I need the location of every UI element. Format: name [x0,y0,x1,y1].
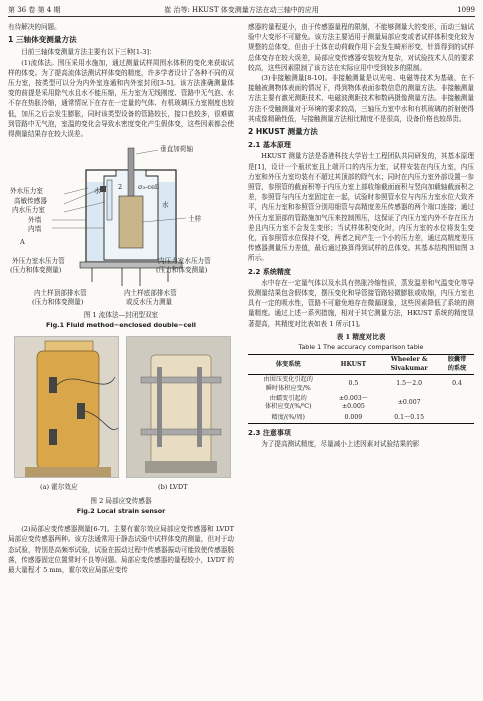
label-inner-pipe-right-sub: (压力和体变测量) [156,266,208,275]
table-1-caption-cn: 表 1 精度对比表 [336,332,386,341]
label-cell: σ₃-cell [138,183,160,192]
table-header: 胶囊带 的系统 [440,355,474,375]
table-cell: 0.1～0.15 [378,413,440,424]
table-cell: 由围压变化引起的 瞬时体积应变/% [263,376,313,392]
label-outer-wall: 外墙 [28,216,42,225]
section-heading: 2 HKUST 测量方法 [248,127,318,137]
section-heading: 1 三轴体变测量方法 [8,35,77,45]
label-letter-a: A [20,238,25,247]
figure-2a-label: (a) 霍尔效应 [40,483,78,492]
lvdt-photo [126,336,231,478]
figure-1-caption-cn: 图 1 流体法—封闭型双室 [83,311,159,320]
label-inner-wall: 内墙 [28,225,42,234]
paragraph: 水中存在一定量气体以及水具有热胀冷缩性质，蒸发温差和气温变化等导致测量结果包含假体变，摆压变化和导管接管路轻微膨胀或收缩，内压力室也具有一定的吸水性，管路不可避免地存在微漏现象，这些因素降低了系统的测量精度。通过上述一系列措施，相对于其它测量方法，HKUST 系统的精度显著提高，其精度对比表如表 1 所示[1]。 [248,278,474,328]
figure-1-diagram [8,142,234,308]
label-outer-pipe-left: 外压力室水压力管 [12,257,65,266]
label-inner-top-drain: 内土样顶部排水管 [34,289,87,298]
figure-2 [8,336,234,520]
left-column [8,22,234,575]
figure-2-caption-cn: 图 2 局部应变传感器 [90,497,152,506]
label-sample: 土样 [188,215,202,224]
label-outer-chamber: 外水压力室 [10,187,43,196]
table-header: Wheeler & Sivakumar [378,355,440,375]
table-cell: 1.5～2.0 [396,380,423,388]
journal-volume: 第 36 卷 第 4 期 [8,6,61,14]
paragraph: 有待解决的问题。 [8,23,61,31]
label-diff-sensor: 高敏传感器 [14,197,47,206]
table-cell: 0.5 [348,380,359,388]
table-row [248,375,474,394]
table-row [248,394,474,413]
table-1-caption-en: Table 1 The accuracy comparison table [298,343,424,352]
table-cell: ±0.007 [397,399,421,407]
label-num2: 2 [118,183,123,192]
figure-1 [8,142,234,332]
table-cell [440,394,474,413]
table-cell: 0.009 [329,413,379,424]
subsection-heading: 2.1 基本原理 [248,141,291,150]
hall-effect-photo [14,336,119,478]
table-cell: 精度/(%/周) [248,413,329,424]
table-header: HKUST [329,355,379,375]
right-column [248,22,474,450]
figure-2b-label: (b) LVDT [158,483,188,492]
label-outer-pipe-left-sub: (压力和体变测量) [10,266,62,275]
paragraph: 为了提高测试精度，尽量减小上述因素对试验结果的影 [261,440,420,449]
paragraph: 感器的量程更小，由于传感器量程的限制，不能够测量大的变形，而动三轴试验中大变形不可避免。该方法主要适用于测量局部应变或者试样体积变化较为规整的总体变，但由于土体在动荷载作用下会发生畸形形变，针算得到的试样总体变存在较大误差，局部应变传感器安装较为复杂，对试验技术人员的要求较高，这些因素限制了该方法在实际应用中受到较多的限制。 [248,23,474,72]
label-inner-pipe-right: 内压力室水压力管 [158,257,211,266]
accuracy-table [248,354,474,424]
table-cell: 0.4 [452,380,462,388]
paragraph: 目前三轴体变测量方法主要有以下三种[1-3]： [21,48,156,57]
subsection-heading: 2.3 注意事项 [248,429,291,438]
label-inner-top-drain-sub: (压力和体变测量) [32,298,84,307]
table-cell [440,413,474,424]
table-row [248,413,474,424]
figure-2-caption-en: Fig.2 Local strain sensor [76,507,166,516]
label-inner-bottom-pipe-sub: 或反水压力测量 [126,298,173,307]
label-top-cap: 垂直加荷轴 [160,145,193,154]
label-water-right: 水 [162,201,169,210]
running-header [8,4,475,17]
paragraph: (1)流体法。围压采用水施加，通过测量试样周围水体积的变化来获取试样的体变。为了提高流体法测试样体变的精度，许多学者设计了各种不同的双压力室，按类型可以分为内外室连通和内外室封闭[3-5]。该方法准确测量体变的前提是采用除气水且水不能压缩，压力室为无线刚度、管路中无气泡、水不存在热胀冷缩，通常情况下在存在一定量的气体、有机玻璃压力室刚度也较低，加压之后会发生膨胀，同时该类型设备的管路较长，接口也较多，很难做到管路中无气泡，室温的变化会导致水密度变化产生假体变，这些因素都会使得测量结果存在较大误差。 [8,58,234,139]
figure-1-caption-en: Fig.1 Fluid method−enclosed double−cell [46,321,196,330]
table-header: 体变系统 [248,355,329,375]
label-inner-chamber: 内水压力室 [12,206,45,215]
running-title: 崔 治等: HKUST 体变测量方法在动三轴中的应用 [164,6,319,14]
paragraph: HKUST 测量方法是香港科技大学岩土工程团队共同研发的，其基本原理是[1]，设计一个瓶状室且上端开口的内压力室，试样安装在内压力室，内压力室和外压力室均装有不超过其顶部的除气水；同时在内压力室外部设置一参照管，参照管的截面积等于内压力室上部收缩截面面积与竖向加载轴截面积之差，参照管与内压力室固定在一起，试验时参照管水位与内压力室水位大致齐平，内压力室和参照管分别用细管与高精度差压传感器的两个端口连接；通过外压力室顶部的管路施加气压来控制围压，这保证了内压力室内外不存在压力差且内压力室不会发生变形；当试样体积变化时，内压力室的水位将发生变化，而参照管水位保持不变，两者之间产生一个小的压力差，通过高精度差压传感器测量压力差值，最后通过换算得到试样的总体变。其基本结构图如图 3 所示。 [248,152,474,263]
paragraph: (2)局部应变传感器测量[6-7]。主要有霍尔效应局部应变传感器和 LVDT 局部应变传感器两种。该方法通常用于静态试验中试样体变的测量，但对于动态试验，特别是高频率试验，试验在振动过程中传感器振动可能致使传感器脱落，传感器固定位置常时不良等问题。局部应变传感器的量程较小，LVDT 的最大量程才 5 mm，霍尔效应局部应变传 [8,525,234,575]
paragraph: (3)非接触测量[8-10]。非接触测量是以光电、电磁等技术为基础，在不接触被测物体表面的情况下，得到物体表面参数信息的测量方法。非接触测量方法主要有激光测距技术、电磁波测距技术和数码摄像测量方法。非接触测量方法不受触测量对于环境的要求较高，三轴压力室中水和有机玻璃的折射使得其成像精确性低，与接触测量方法相比精度不是很高，设备价格也较昂贵。 [248,74,474,123]
page-number: 1099 [457,6,475,14]
subsection-heading: 2.2 系统精度 [248,267,291,276]
label-water-left: 水 [94,187,101,196]
table-cell: 由蠕变引起的 体积应变/(%/℃) [264,394,312,411]
label-inner-bottom-pipe: 内土样底部排水管 [124,289,177,298]
table-cell: ±0.003～ ±0.005 [338,394,368,411]
